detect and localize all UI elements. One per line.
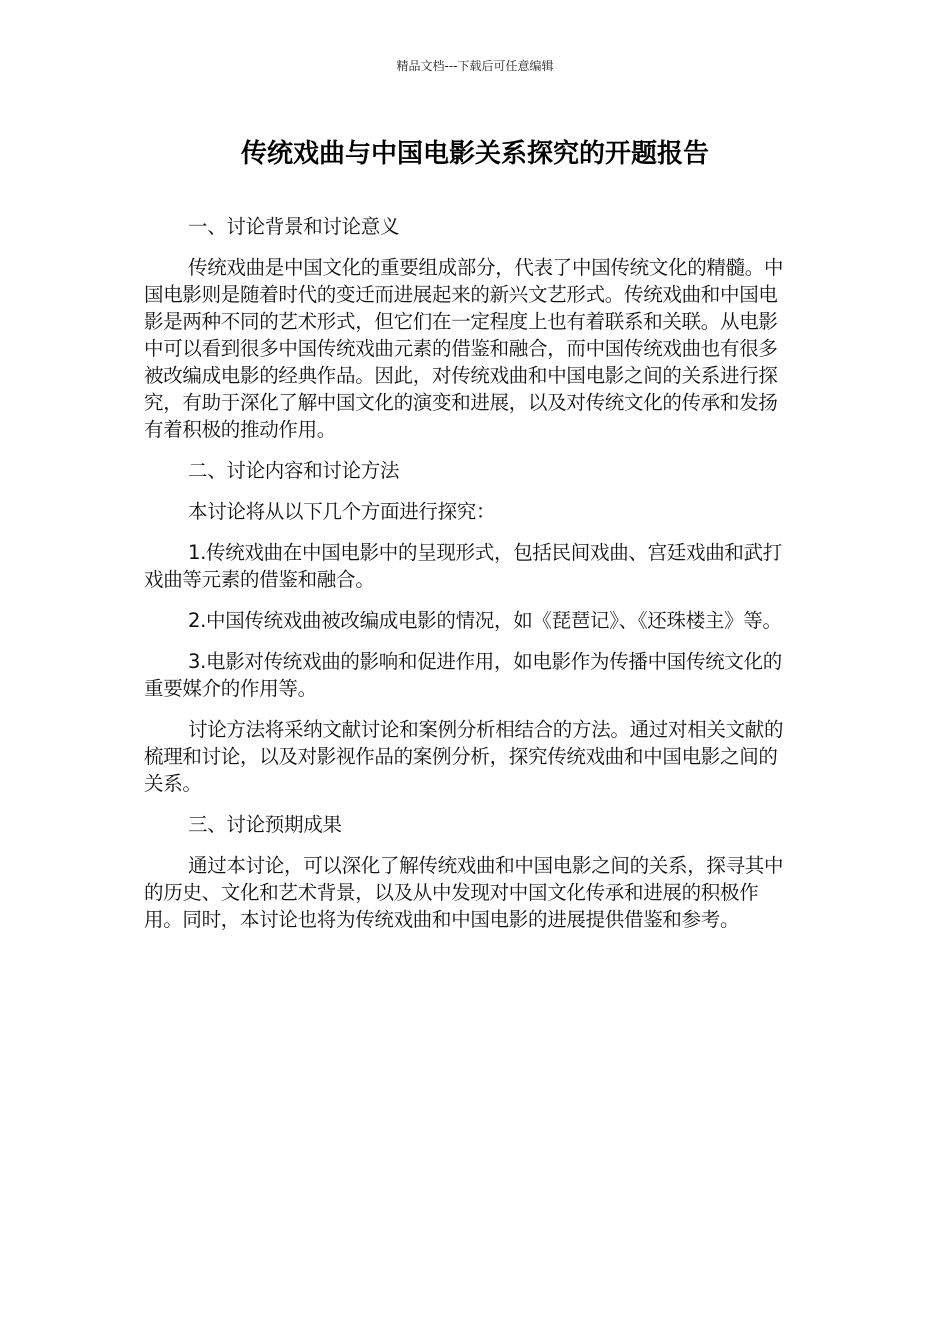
list-item-2: 2.中国传统戏曲被改编成电影的情况，如《琵琶记》、《还珠楼主》等。 <box>188 609 782 632</box>
section-heading-expected-results: 三、讨论预期成果 <box>188 813 342 836</box>
paragraph-intro: 本讨论将从以下几个方面进行探究： <box>188 500 496 523</box>
section-heading-background: 一、讨论背景和讨论意义 <box>188 215 400 238</box>
paragraph-background: 传统戏曲是中国文化的重要组成部分，代表了中国传统文化的精髓。中国电影则是随着时代的变迁而进展起来的新兴文艺形式。传统戏曲和中国电影是两种不同的艺术形式，但它们在一定程度上也有着联系和关联。从电影中可以看到很多中国传统戏曲元素的借鉴和融合，而中国传统戏曲也有很多被改编成电影的经典作品。因此，对传统戏曲和中国电影之间的关系进行探究，有助于深化了解中国文化的演变和进展，以及对传统文化的传承和发扬有着积极的推动作用。 <box>144 256 784 441</box>
paragraph-methods: 讨论方法将采纳文献讨论和案例分析相结合的方法。通过对相关文献的梳理和讨论，以及对影视作品的案例分析，探究传统戏曲和中国电影之间的关系。 <box>144 718 784 795</box>
section-heading-content-methods: 二、讨论内容和讨论方法 <box>188 459 400 482</box>
document-title: 传统戏曲与中国电影关系探究的开题报告 <box>240 139 709 169</box>
page-header: 精品文档---下载后可任意编辑 <box>396 59 554 73</box>
list-item-3: 3.电影对传统戏曲的影响和促进作用，如电影作为传播中国传统文化的重要媒介的作用等。 <box>144 650 783 700</box>
list-item-1: 1.传统戏曲在中国电影中的呈现形式，包括民间戏曲、宫廷戏曲和武打戏曲等元素的借鉴和融合。 <box>144 541 783 591</box>
paragraph-expected-results: 通过本讨论，可以深化了解传统戏曲和中国电影之间的关系，探寻其中的历史、文化和艺术背景，以及从中发现对中国文化传承和进展的积极作用。同时，本讨论也将为传统戏曲和中国电影的进展提供借鉴和参考。 <box>144 854 784 931</box>
document-body <box>144 213 794 947</box>
